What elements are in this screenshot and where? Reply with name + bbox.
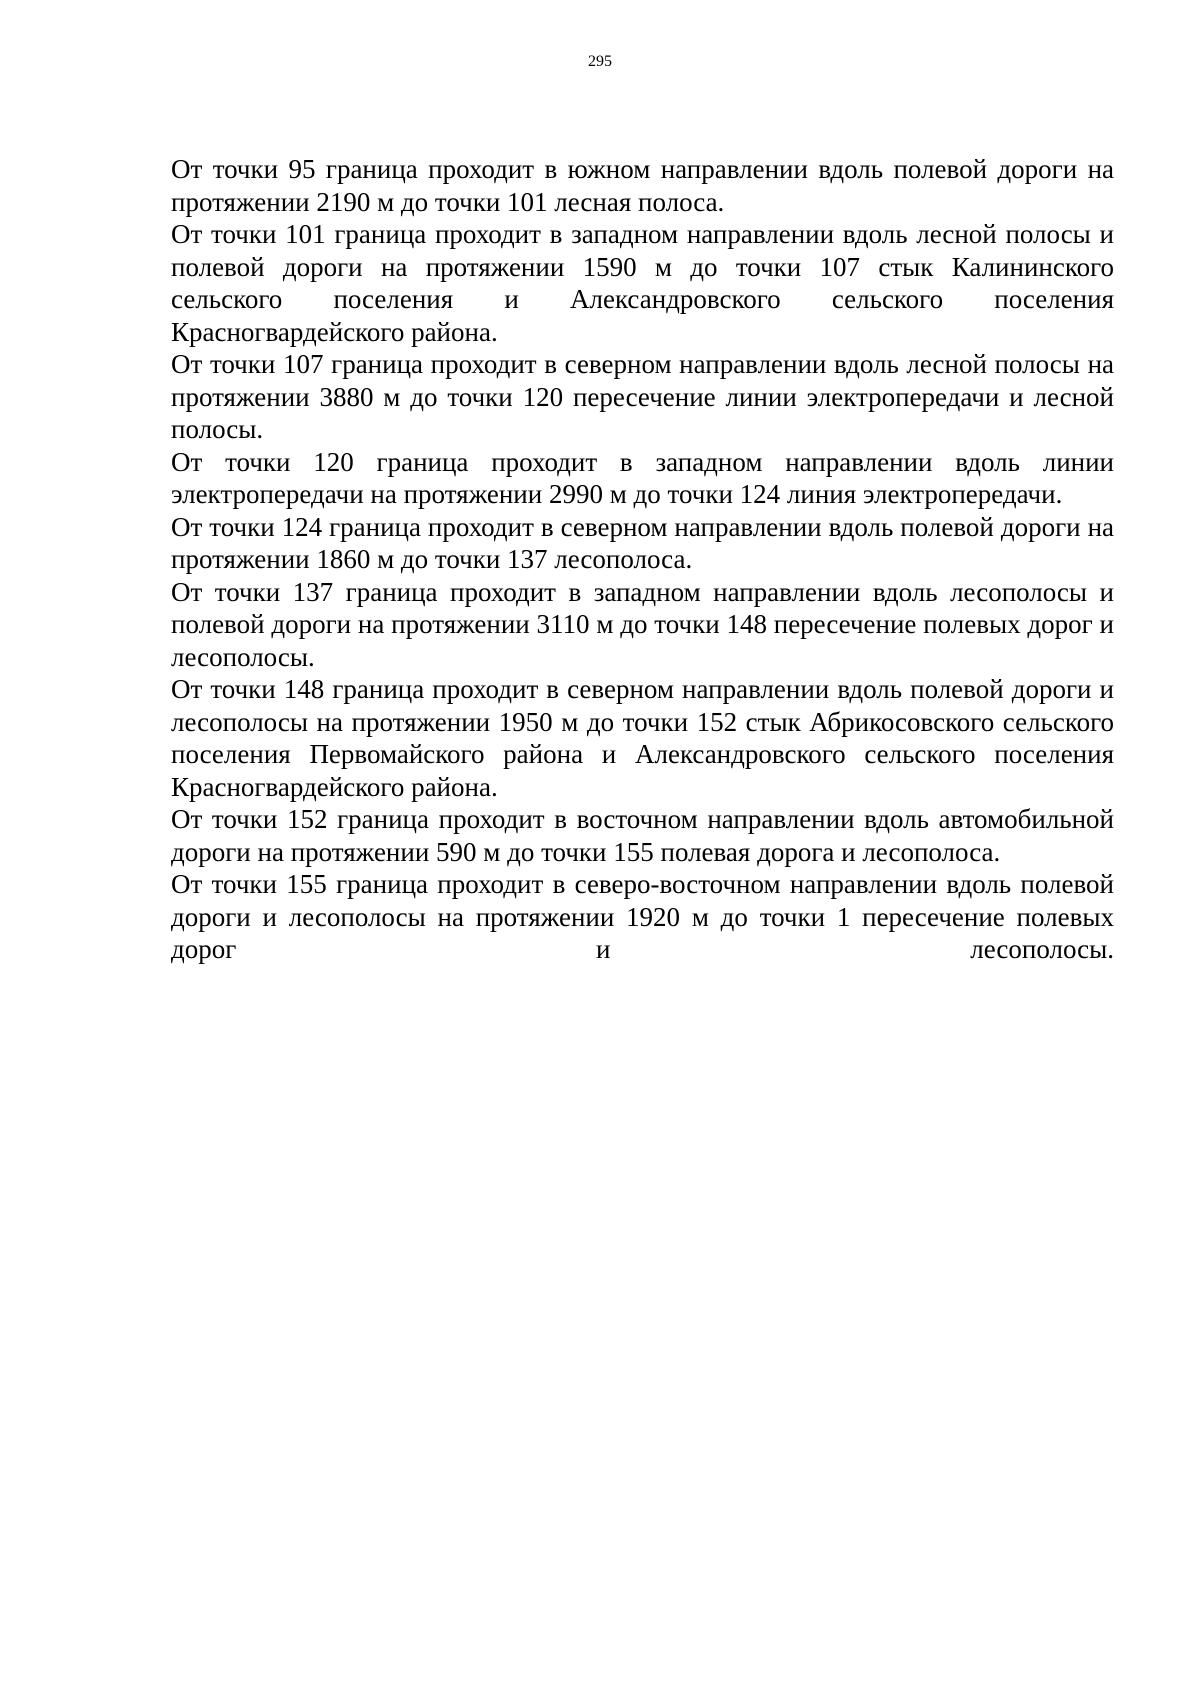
paragraph-point-124: От точки 124 граница проходит в северном направлении вдоль полевой дороги на протяжении 1860 м до точки 137 лесополоса.	[171, 511, 1114, 574]
paragraph-point-137: От точки 137 граница проходит в западном направлении вдоль лесополосы и полевой дороги на протяжении 3110 м до точки 148 пересечение полевых дорог и лесополосы.	[171, 576, 1114, 672]
paragraph-point-95: От точки 95 граница проходит в южном направлении вдоль полевой дороги на протяжении 2190 м до точки 101 лесная полоса.	[171, 154, 1114, 217]
paragraph-point-120: От точки 120 граница проходит в западном направлении вдоль линии электропередачи на протяжении 2990 м до точки 124 линия электропередачи.	[171, 446, 1114, 509]
document-body	[171, 153, 1114, 966]
paragraph-point-155: От точки 155 граница проходит в северо-восточном направлении вдоль полевой дороги и лесополосы на протяжении 1920 м до точки 1 пересечение полевых дорог и лесополосы.	[171, 869, 1114, 964]
paragraph-point-148: От точки 148 граница проходит в северном направлении вдоль полевой дороги и лесополосы на протяжении 1950 м до точки 152 стык Абрикосовского сельского поселения Первомайского района и Александровского сельского поселения Красногвардейского района.	[171, 674, 1114, 802]
page-number: 295	[588, 53, 612, 70]
paragraph-point-152: От точки 152 граница проходит в восточном направлении вдоль автомобильной дороги на протяжении 590 м до точки 155 полевая дорога и лесополоса.	[171, 804, 1114, 867]
paragraph-point-107: От точки 107 граница проходит в северном направлении вдоль лесной полосы на протяжении 3880 м до точки 120 пересечение линии электропередачи и лесной полосы.	[171, 349, 1114, 444]
paragraph-point-101: От точки 101 граница проходит в западном направлении вдоль лесной полосы и полевой дороги на протяжении 1590 м до точки 107 стык Калининского сельского поселения и Александровского сельского поселения Красногвардейского района.	[171, 219, 1114, 347]
